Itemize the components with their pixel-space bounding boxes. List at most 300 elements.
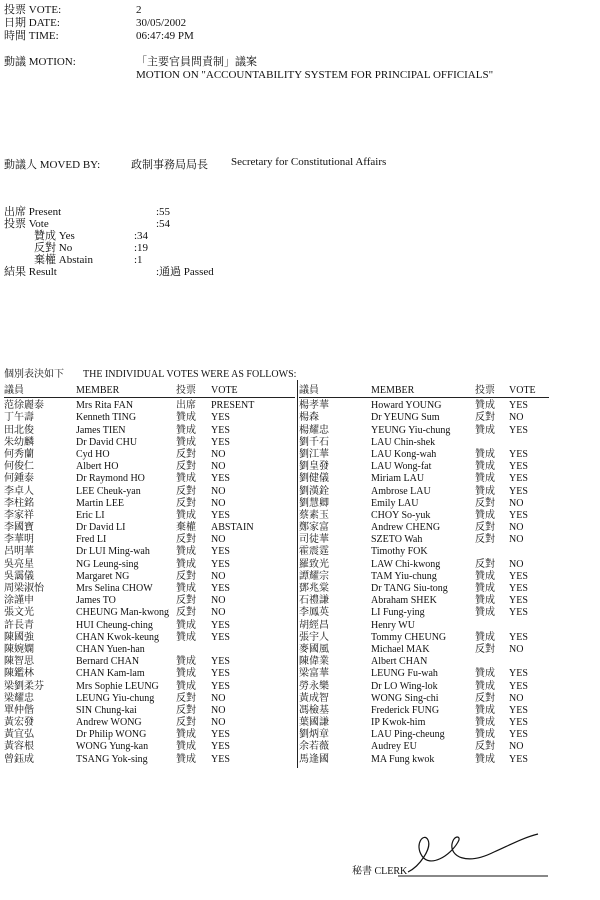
table-header-right xyxy=(299,385,549,398)
member-name-zh: 陳智思 xyxy=(4,656,34,668)
vote-en: NO xyxy=(509,534,524,546)
signature-stroke xyxy=(408,834,538,872)
member-name-zh: 楊孝華 xyxy=(299,400,329,412)
member-name-en: Frederick FUNG xyxy=(371,704,440,716)
vote-en: YES xyxy=(211,729,230,741)
table-row xyxy=(4,486,295,498)
table-row xyxy=(299,425,549,437)
vote-zh: 棄權 xyxy=(176,522,196,534)
member-name-en: CHOY So-yuk xyxy=(371,509,431,521)
member-name-en: IP Kwok-him xyxy=(371,717,426,729)
member-name-zh: 陳國強 xyxy=(4,631,34,643)
table-row xyxy=(299,729,549,741)
yes-label: 贊成 Yes xyxy=(34,230,75,242)
member-name-en: James TIEN xyxy=(76,424,126,436)
vote-zh: 贊成 xyxy=(176,509,196,521)
member-name-en: Martin LEE xyxy=(76,497,125,509)
member-name-en: Ambrose LAU xyxy=(371,485,431,497)
table-row xyxy=(4,400,295,412)
member-name-en: Dr David CHU xyxy=(76,436,138,448)
table-row xyxy=(299,681,549,693)
votes-table-left xyxy=(4,385,295,766)
vote-zh: 贊成 xyxy=(176,583,196,594)
member-name-en: MA Fung kwok xyxy=(371,753,435,765)
header-member-zh: 議員 xyxy=(4,385,24,396)
present-label: 出席 Present xyxy=(4,206,62,218)
vote-zh: 贊成 xyxy=(176,729,196,741)
vote-en xyxy=(509,546,549,558)
table-row xyxy=(299,473,549,485)
vote-no-label: 投票 VOTE: xyxy=(4,4,62,16)
member-name-zh: 李鳳英 xyxy=(299,607,329,619)
header-vote-en: VOTE xyxy=(211,385,238,396)
vote-en: NO xyxy=(211,534,226,546)
vote-zh: 贊成 xyxy=(475,473,495,485)
member-name-en: Abraham SHEK xyxy=(371,595,437,607)
table-row xyxy=(299,607,549,619)
vote-en: NO xyxy=(211,595,226,607)
vote-zh: 贊成 xyxy=(176,680,196,692)
result-value: :通過 Passed xyxy=(156,266,214,278)
table-row xyxy=(4,681,295,693)
vote-en xyxy=(509,437,549,449)
abstain-count: :1 xyxy=(134,254,143,266)
member-name-en: CHAN Kam-lam xyxy=(76,668,145,680)
member-name-en: LAU Kong-wah xyxy=(371,448,437,460)
member-name-zh: 李柱銘 xyxy=(4,497,34,509)
member-name-zh: 李華明 xyxy=(4,534,34,546)
vote-zh: 反對 xyxy=(475,412,495,424)
member-name-zh: 曾鈺成 xyxy=(4,753,34,765)
member-name-zh: 劉慧卿 xyxy=(299,497,329,509)
member-name-zh: 劉皇發 xyxy=(299,461,329,473)
member-name-en: Tommy CHEUNG xyxy=(371,631,447,643)
member-name-en: LAU Chin-shek xyxy=(371,436,436,448)
votes-table-right xyxy=(299,385,549,766)
vote-en: YES xyxy=(211,753,230,765)
vote-zh: 贊成 xyxy=(176,656,196,668)
vote-en: NO xyxy=(509,558,524,570)
table-row xyxy=(4,559,295,571)
member-name-en: WONG Yung-kan xyxy=(76,741,149,753)
vote-en: NO xyxy=(211,607,226,619)
vote-zh xyxy=(176,644,211,656)
vote-en: YES xyxy=(509,424,528,436)
vote-zh: 贊成 xyxy=(176,436,196,448)
member-name-zh: 霍震霆 xyxy=(299,546,329,558)
mover-name-zh: 政制事務局局長 xyxy=(131,159,208,171)
table-row xyxy=(4,607,295,619)
member-name-zh: 麥國風 xyxy=(299,643,329,655)
table-row xyxy=(4,534,295,546)
vote-en: YES xyxy=(211,583,230,594)
vote-en: YES xyxy=(211,631,230,643)
vote-en: YES xyxy=(211,473,230,485)
member-name-en: Henry WU xyxy=(371,619,415,631)
vote-en: NO xyxy=(211,692,226,704)
vote-zh: 贊成 xyxy=(475,595,495,607)
vote-en: NO xyxy=(211,448,226,460)
vote-en: YES xyxy=(509,717,528,729)
table-row xyxy=(299,620,549,632)
vote-zh: 贊成 xyxy=(475,448,495,460)
member-name-zh: 陳鑑林 xyxy=(4,668,34,680)
member-name-zh: 許長青 xyxy=(4,619,34,631)
no-label: 反對 No xyxy=(34,242,73,254)
table-row xyxy=(4,741,295,753)
member-name-en: Dr Raymond HO xyxy=(76,473,145,485)
vote-zh: 反對 xyxy=(475,558,495,570)
member-name-zh: 石禮謙 xyxy=(299,595,329,607)
vote-zh: 反對 xyxy=(176,704,196,716)
vote-en: YES xyxy=(509,509,528,521)
header-member-en-right: MEMBER xyxy=(371,385,415,396)
vote-zh: 反對 xyxy=(176,485,196,497)
vote-en: YES xyxy=(509,704,528,716)
member-name-zh: 范徐麗泰 xyxy=(4,400,44,412)
member-name-en: LI Fung-ying xyxy=(371,607,425,619)
member-name-en: LEE Cheuk-yan xyxy=(76,485,141,497)
table-row xyxy=(299,546,549,558)
vote-en: YES xyxy=(509,473,528,485)
vote-count: :54 xyxy=(156,218,171,230)
member-name-zh: 陳偉業 xyxy=(299,656,329,668)
table-row xyxy=(4,583,295,595)
table-row xyxy=(4,595,295,607)
member-name-en: Dr YEUNG Sum xyxy=(371,412,440,424)
member-name-zh: 張宇人 xyxy=(299,631,329,643)
column-divider xyxy=(297,380,298,768)
member-name-en: Cyd HO xyxy=(76,448,110,460)
vote-zh: 反對 xyxy=(176,497,196,509)
vote-en: YES xyxy=(211,436,230,448)
member-name-zh: 黃宏發 xyxy=(4,717,34,729)
table-row xyxy=(299,632,549,644)
vote-en: YES xyxy=(211,558,230,570)
abstain-label: 棄權 Abstain xyxy=(34,254,93,266)
member-name-en: Dr LUI Ming-wah xyxy=(76,546,150,558)
vote-en: NO xyxy=(509,522,524,534)
vote-en: YES xyxy=(509,631,528,643)
vote-en: YES xyxy=(211,680,230,692)
member-name-zh: 劉漢銓 xyxy=(299,485,329,497)
member-name-zh: 朱幼麟 xyxy=(4,436,34,448)
result-label: 結果 Result xyxy=(4,266,57,278)
vote-zh: 反對 xyxy=(475,692,495,704)
vote-zh: 贊成 xyxy=(475,509,495,521)
present-count: :55 xyxy=(156,206,171,218)
vote-zh: 反對 xyxy=(176,448,196,460)
vote-en: YES xyxy=(509,680,528,692)
table-row xyxy=(299,412,549,424)
member-name-zh: 胡經昌 xyxy=(299,619,329,631)
member-name-en: Miriam LAU xyxy=(371,473,425,485)
table-row xyxy=(299,693,549,705)
table-row xyxy=(299,498,549,510)
member-name-zh: 劉江華 xyxy=(299,448,329,460)
vote-en: YES xyxy=(509,729,528,741)
date-value: 30/05/2002 xyxy=(136,17,187,29)
member-name-zh: 何俊仁 xyxy=(4,461,34,473)
vote-en xyxy=(509,620,549,632)
vote-zh: 贊成 xyxy=(176,619,196,631)
table-row xyxy=(4,632,295,644)
vote-zh: 贊成 xyxy=(176,741,196,753)
member-name-en: LAU Ping-cheung xyxy=(371,729,445,741)
vote-zh: 贊成 xyxy=(176,753,196,765)
table-row xyxy=(4,437,295,449)
member-name-zh: 楊森 xyxy=(299,412,319,424)
member-name-zh: 劉健儀 xyxy=(299,473,329,485)
no-count: :19 xyxy=(134,242,149,254)
member-name-en: NG Leung-sing xyxy=(76,558,139,570)
member-name-zh: 梁富華 xyxy=(299,668,329,680)
member-name-zh: 丁午壽 xyxy=(4,412,34,424)
member-name-en: Dr LO Wing-lok xyxy=(371,680,438,692)
vote-zh: 反對 xyxy=(475,522,495,534)
vote-zh: 反對 xyxy=(176,461,196,473)
vote-en: YES xyxy=(509,668,528,680)
member-name-en: CHAN Yuen-han xyxy=(76,643,145,655)
vote-en: YES xyxy=(211,656,230,668)
table-row xyxy=(299,741,549,753)
member-name-en: Audrey EU xyxy=(371,741,417,753)
member-name-zh: 馬逢國 xyxy=(299,753,329,765)
member-name-en: Mrs Sophie LEUNG xyxy=(76,680,159,692)
header-vote-en-right: VOTE xyxy=(509,385,536,396)
table-row xyxy=(4,461,295,473)
member-name-en: TAM Yiu-chung xyxy=(371,570,437,582)
member-name-zh: 羅致光 xyxy=(299,558,329,570)
vote-en: NO xyxy=(509,741,524,753)
vote-zh: 反對 xyxy=(176,595,196,607)
vote-zh: 贊成 xyxy=(475,583,495,594)
table-row xyxy=(4,571,295,583)
vote-zh: 贊成 xyxy=(176,668,196,680)
table-row xyxy=(299,522,549,534)
member-name-en: LEUNG Yiu-chung xyxy=(76,692,155,704)
member-name-zh: 鄧兆棠 xyxy=(299,583,329,594)
table-row xyxy=(299,486,549,498)
vote-zh: 反對 xyxy=(176,692,196,704)
table-row xyxy=(4,656,295,668)
table-row xyxy=(4,717,295,729)
table-row xyxy=(4,522,295,534)
vote-en: YES xyxy=(211,412,230,424)
vote-zh: 贊成 xyxy=(475,570,495,582)
vote-zh: 贊成 xyxy=(475,485,495,497)
member-name-en: LAW Chi-kwong xyxy=(371,558,441,570)
vote-en xyxy=(509,656,549,668)
member-name-zh: 梁耀忠 xyxy=(4,692,34,704)
vote-en: NO xyxy=(509,412,524,424)
vote-zh: 贊成 xyxy=(475,607,495,619)
member-name-zh: 黃宜弘 xyxy=(4,729,34,741)
vote-no-value: 2 xyxy=(136,4,142,16)
vote-en: NO xyxy=(509,692,524,704)
table-row xyxy=(4,668,295,680)
member-name-zh: 吳靄儀 xyxy=(4,570,34,582)
vote-en: YES xyxy=(509,595,528,607)
table-row xyxy=(4,510,295,522)
member-name-en: HUI Cheung-ching xyxy=(76,619,153,631)
vote-zh: 贊成 xyxy=(475,753,495,765)
table-row xyxy=(4,473,295,485)
vote-en: YES xyxy=(211,546,230,558)
vote-zh: 贊成 xyxy=(475,631,495,643)
vote-en xyxy=(211,644,291,656)
vote-en: NO xyxy=(509,643,524,655)
member-name-zh: 李卓人 xyxy=(4,485,34,497)
date-label: 日期 DATE: xyxy=(4,17,60,29)
member-name-en: TSANG Yok-sing xyxy=(76,753,148,765)
vote-en: YES xyxy=(509,400,528,412)
table-row xyxy=(4,546,295,558)
member-name-en: Margaret NG xyxy=(76,570,130,582)
vote-header xyxy=(4,4,194,43)
table-row xyxy=(4,644,295,656)
yes-count: :34 xyxy=(134,230,149,242)
member-name-en: Howard YOUNG xyxy=(371,400,442,412)
vote-en: YES xyxy=(509,583,528,594)
table-row xyxy=(299,400,549,412)
table-row xyxy=(4,498,295,510)
time-value: 06:47:49 PM xyxy=(136,30,194,42)
table-row xyxy=(299,510,549,522)
member-name-en: Emily LAU xyxy=(371,497,419,509)
table-row xyxy=(4,729,295,741)
header-vote-zh: 投票 xyxy=(176,385,196,396)
vote-en: PRESENT xyxy=(211,400,255,412)
vote-zh: 贊成 xyxy=(475,704,495,716)
member-name-en: LEUNG Fu-wah xyxy=(371,668,438,680)
table-row xyxy=(4,754,295,766)
individual-title-en: THE INDIVIDUAL VOTES WERE AS FOLLOWS: xyxy=(83,369,297,380)
vote-zh: 贊成 xyxy=(176,412,196,424)
member-name-zh: 劉千石 xyxy=(299,436,329,448)
vote-en: YES xyxy=(211,741,230,753)
vote-zh: 贊成 xyxy=(475,717,495,729)
table-row xyxy=(299,449,549,461)
vote-zh: 贊成 xyxy=(475,400,495,412)
table-row xyxy=(299,717,549,729)
vote-en: NO xyxy=(211,461,226,473)
table-header-left xyxy=(4,385,295,398)
vote-summary xyxy=(4,206,214,278)
member-name-en: WONG Sing-chi xyxy=(371,692,439,704)
vote-zh: 出席 xyxy=(176,400,196,412)
vote-zh: 贊成 xyxy=(475,729,495,741)
header-member-en: MEMBER xyxy=(76,385,120,396)
member-name-en: Albert CHAN xyxy=(371,656,428,668)
vote-zh: 反對 xyxy=(475,643,495,655)
member-name-zh: 劉炳章 xyxy=(299,729,329,741)
votes-rows-right xyxy=(299,400,549,766)
header-vote-zh-right: 投票 xyxy=(475,385,495,396)
member-name-zh: 梁劉柔芬 xyxy=(4,680,44,692)
member-name-en: Eric LI xyxy=(76,509,105,521)
member-name-zh: 李家祥 xyxy=(4,509,34,521)
vote-en: YES xyxy=(211,619,230,631)
member-name-en: CHEUNG Man-kwong xyxy=(76,607,170,619)
member-name-zh: 吳亮星 xyxy=(4,558,34,570)
member-name-zh: 馮檢基 xyxy=(299,704,329,716)
member-name-zh: 譚耀宗 xyxy=(299,570,329,582)
member-name-en: Timothy FOK xyxy=(371,546,428,558)
vote-zh xyxy=(475,546,509,558)
member-name-zh: 陳婉嫻 xyxy=(4,643,34,655)
member-name-zh: 黃成智 xyxy=(299,692,329,704)
member-name-en: Dr David LI xyxy=(76,522,126,534)
vote-en: ABSTAIN xyxy=(211,522,254,534)
vote-zh: 贊成 xyxy=(475,461,495,473)
vote-en: NO xyxy=(211,497,226,509)
member-name-en: Albert HO xyxy=(76,461,119,473)
table-row xyxy=(4,449,295,461)
header-member-zh-right: 議員 xyxy=(299,385,319,396)
member-name-zh: 呂明華 xyxy=(4,546,34,558)
vote-zh: 贊成 xyxy=(475,424,495,436)
table-row xyxy=(4,693,295,705)
table-row xyxy=(299,583,549,595)
table-row xyxy=(4,425,295,437)
table-row xyxy=(299,461,549,473)
vote-en: YES xyxy=(211,424,230,436)
member-name-en: Andrew CHENG xyxy=(371,522,441,534)
mover-name-en: Secretary for Constitutional Affairs xyxy=(231,156,387,168)
member-name-zh: 田北俊 xyxy=(4,424,34,436)
vote-zh: 贊成 xyxy=(176,631,196,643)
vote-zh xyxy=(475,437,509,449)
vote-en: NO xyxy=(509,497,524,509)
motion-label: 動議 MOTION: xyxy=(4,56,76,68)
table-row xyxy=(4,620,295,632)
vote-zh: 反對 xyxy=(475,534,495,546)
vote-en: YES xyxy=(509,485,528,497)
member-name-zh: 涂謹申 xyxy=(4,595,34,607)
vote-en: YES xyxy=(509,448,528,460)
vote-zh: 贊成 xyxy=(176,424,196,436)
table-row xyxy=(299,705,549,717)
vote-zh: 贊成 xyxy=(176,473,196,485)
vote-zh: 贊成 xyxy=(176,546,196,558)
vote-zh: 贊成 xyxy=(475,668,495,680)
member-name-zh: 何鍾泰 xyxy=(4,473,34,485)
vote-zh: 反對 xyxy=(176,717,196,729)
member-name-zh: 周梁淑怡 xyxy=(4,583,44,594)
member-name-en: Michael MAK xyxy=(371,643,430,655)
member-name-en: Bernard CHAN xyxy=(76,656,140,668)
vote-zh: 反對 xyxy=(176,570,196,582)
table-row xyxy=(299,595,549,607)
table-row xyxy=(4,412,295,424)
vote-zh: 反對 xyxy=(475,741,495,753)
vote-zh: 反對 xyxy=(176,607,196,619)
member-name-zh: 蔡素玉 xyxy=(299,509,329,521)
table-row xyxy=(299,656,549,668)
member-name-zh: 李國寶 xyxy=(4,522,34,534)
time-label: 時間 TIME: xyxy=(4,30,59,42)
clerk-label: 秘書 CLERK xyxy=(352,866,408,877)
clerk-signature xyxy=(398,826,548,882)
member-name-en: LAU Wong-fat xyxy=(371,461,432,473)
member-name-en: Mrs Selina CHOW xyxy=(76,583,153,594)
member-name-zh: 鄭家富 xyxy=(299,522,329,534)
member-name-en: YEUNG Yiu-chung xyxy=(371,424,451,436)
member-name-en: James TO xyxy=(76,595,116,607)
table-row xyxy=(299,644,549,656)
member-name-en: Fred LI xyxy=(76,534,107,546)
